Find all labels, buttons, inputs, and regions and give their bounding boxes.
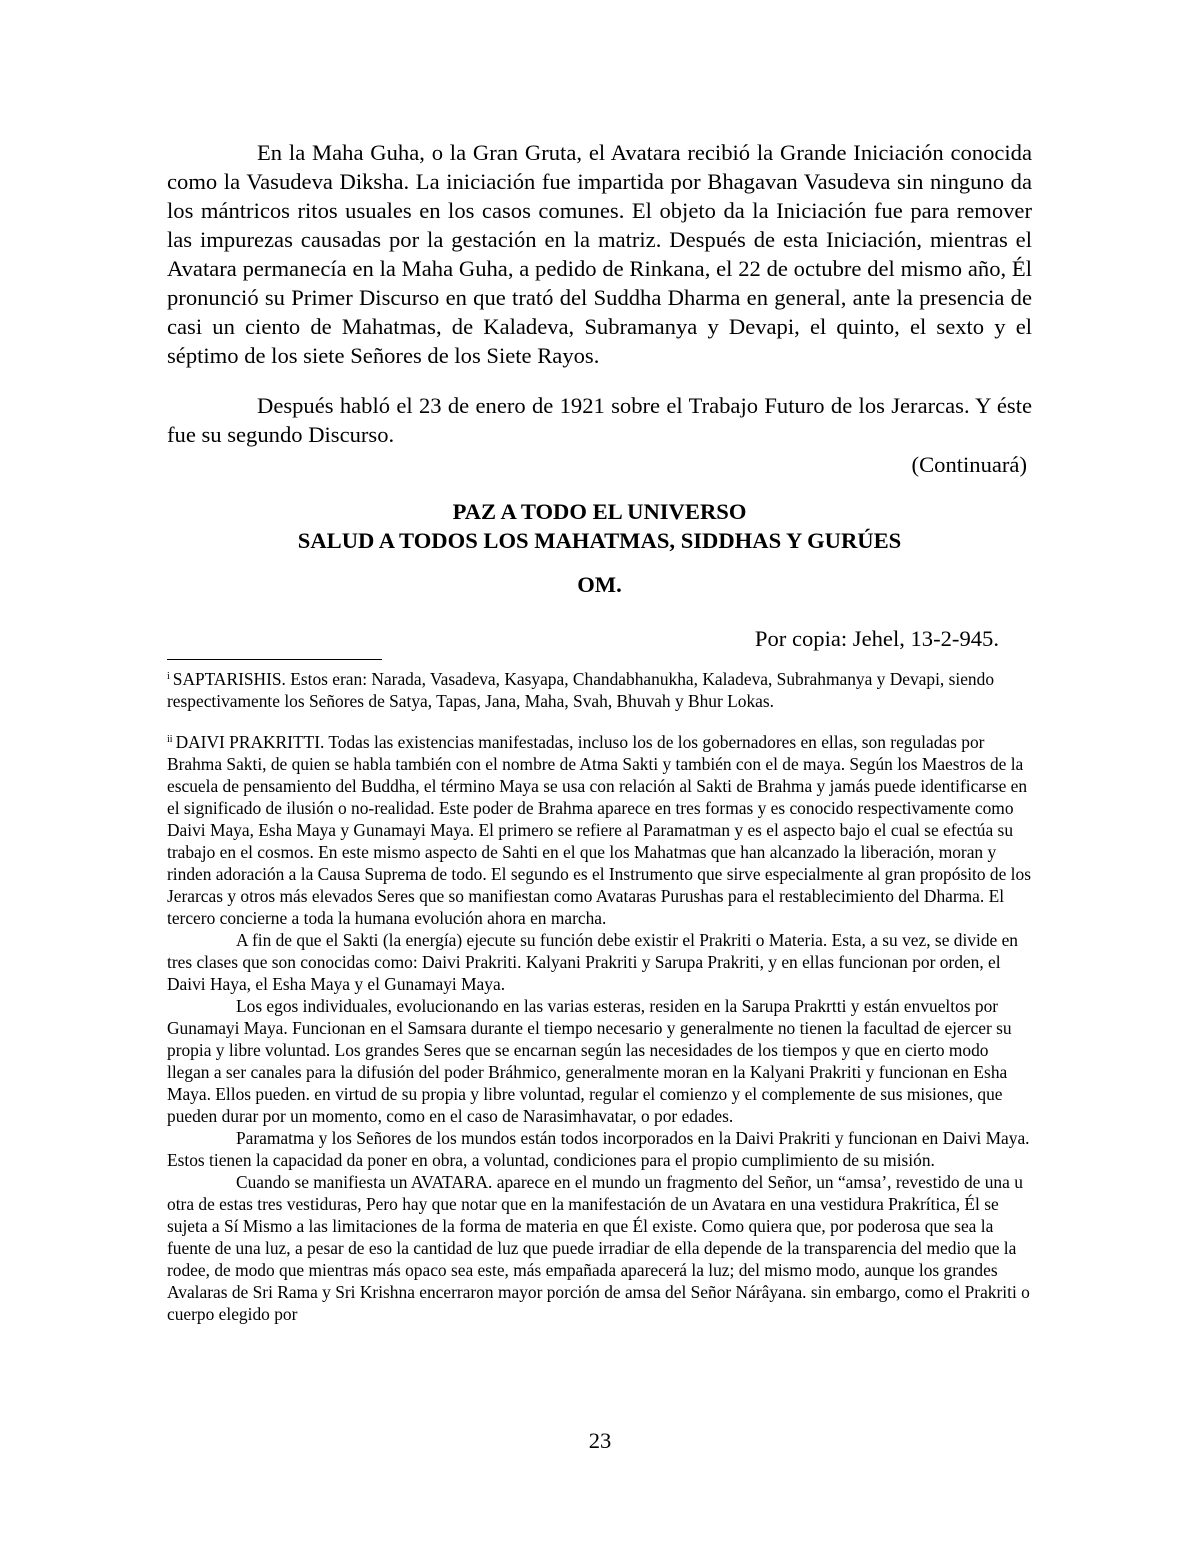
footnote-paragraph: Cuando se manifiesta un AVATARA. aparece en el mundo un fragmento del Señor, un “amsa’, revestido de una u otra de estas tres vestiduras, Pero hay que notar que en la manifestación de un Avatara en una vestidura Prakrítica, Él se sujeta a Sí Mismo a las limitaciones de la forma de materia en que Él existe. Como quiera que, por poderosa que sea la fuente de una luz, a pesar de eso la cantidad de luz que puede irradiar de ella depende de la transparencia del medio que la rodee, de modo que mientras más opaco sea este, más empañada aparecerá la luz; del mismo modo, aunque los grandes Avalaras de Sri Rama y Sri Krishna encerraron mayor porción de amsa del Señor Nárâyana. sin embargo, como el Prakriti o cuerpo elegido por	[167, 1172, 1030, 1324]
footnote-paragraph: Los egos individuales, evolucionando en las varias esteras, residen en la Sarupa Prakrtti y están envueltos por Gunamayi Maya. Funcionan en el Samsara durante el tiempo necesario y generalmente no tienen la facultad de ejercer su propia y libre voluntad. Los grandes Seres que se encarnan según las necesidades de los tiempos y que en cierto modo llegan a ser canales para la difusión del poder Bráhmico, generalmente moran en la Kalyani Prakriti y funcionan en Esha Maya. Ellos pueden. en virtud de su propia y libre voluntad, regular el comienzo y el complemente de sus misiones, que pueden durar por un momento, como en el caso de Narasimhavatar, o por edades.	[167, 996, 1012, 1126]
om-line: OM.	[577, 572, 622, 597]
page-number: 23	[588, 1428, 612, 1453]
footnote-text: SAPTARISHIS. Estos eran: Narada, Vasadeva, Kasyapa, Chandabhanukha, Kaladeva, Subrahmanya y Devapi, siendo respectivamente los Señores de Satya, Tapas, Jana, Maha, Svah, Bhuvah y Bhur Lokas.	[167, 669, 995, 711]
footnote-paragraph: Paramatma y los Señores de los mundos están todos incorporados en la Daivi Prakriti y funcionan en Daivi Maya. Estos tienen la capacidad da poner en obra, a voluntad, condiciones para el propio cumplimiento de su misión.	[167, 1128, 1030, 1170]
body-paragraph-1: En la Maha Guha, o la Gran Gruta, el Avatara recibió la Grande Iniciación conocida como la Vasudeva Diksha. La iniciación fue impartida por Bhagavan Vasudeva sin ninguno da los mántricos ritos usuales en los casos comunes. El objeto da la Iniciación fue para remover las impurezas causadas por la gestación en la matriz. Después de esta Iniciación, mientras el Avatara permanecía en la Maha Guha, a pedido de Rinkana, el 22 de octubre del mismo año, Él pronunció su Primer Discurso en que trató del Suddha Dharma en general, ante la presencia de casi un ciento de Mahatmas, de Kaladeva, Subramanya y Devapi, el quinto, el sexto y el séptimo de los siete Señores de los Siete Rayos.	[167, 140, 1032, 368]
main-body	[167, 138, 1032, 470]
heading-line-2: SALUD A TODOS LOS MAHATMAS, SIDDHAS Y GURÚES	[297, 528, 902, 553]
footnote-2	[167, 729, 1032, 1325]
footnote-marker: ii	[167, 734, 173, 745]
footnote-text: DAIVI PRAKRITTI. Todas las existencias manifestadas, incluso los de los gobernadores en ellas, son reguladas por Brahma Sakti, de quien se habla también con el nombre de Atma Sakti y también con el de maya. Según los Maestros de la escuela de pensamiento del Buddha, el término Maya se usa con relación al Sakti de Brahma y jamás puede identificarse en el significado de ilusión o no-realidad. Este poder de Brahma aparece en tres formas y es conocido respectivamente como Daivi Maya, Esha Maya y Gunamayi Maya. El primero se refiere al Paramatman y es el aspecto bajo el cual se efectúa su trabajo en el cosmos. En este mismo aspecto de Sahti en el que los Mahatmas que han alcanzado la liberación, moran y rinden adoración a la Causa Suprema de todo. El segundo es el Instrumento que sirve especialmente al gran propósito de los Jerarcas y otros más elevados Seres que so manifiestan como Avataras Purushas para el restablecimiento del Dharma. El tercero concierne a toda la humana evolución ahora en marcha.	[167, 732, 1031, 928]
body-paragraph-2: Después habló el 23 de enero de 1921 sobre el Trabajo Futuro de los Jerarcas. Y éste fue su segundo Discurso.	[167, 393, 1032, 447]
continued-note: (Continuará)	[911, 452, 1027, 477]
closing-heading	[167, 497, 1032, 555]
footnote-divider	[167, 659, 382, 660]
footnote-1	[167, 666, 1032, 712]
footnotes	[167, 666, 1032, 1325]
footnote-marker: i	[167, 671, 170, 682]
signature-line: Por copia: Jehel, 13-2-945.	[754, 626, 999, 651]
footnote-paragraph: A fin de que el Sakti (la energía) ejecute su función debe existir el Prakriti o Materia. Esta, a su vez, se divide en tres clases que son conocidas como: Daivi Prakriti. Kalyani Prakriti y Sarupa Prakriti, y en ellas funcionan por orden, el Daivi Haya, el Esha Maya y el Gunamayi Maya.	[167, 930, 1018, 994]
heading-line-1: PAZ A TODO EL UNIVERSO	[452, 499, 747, 524]
